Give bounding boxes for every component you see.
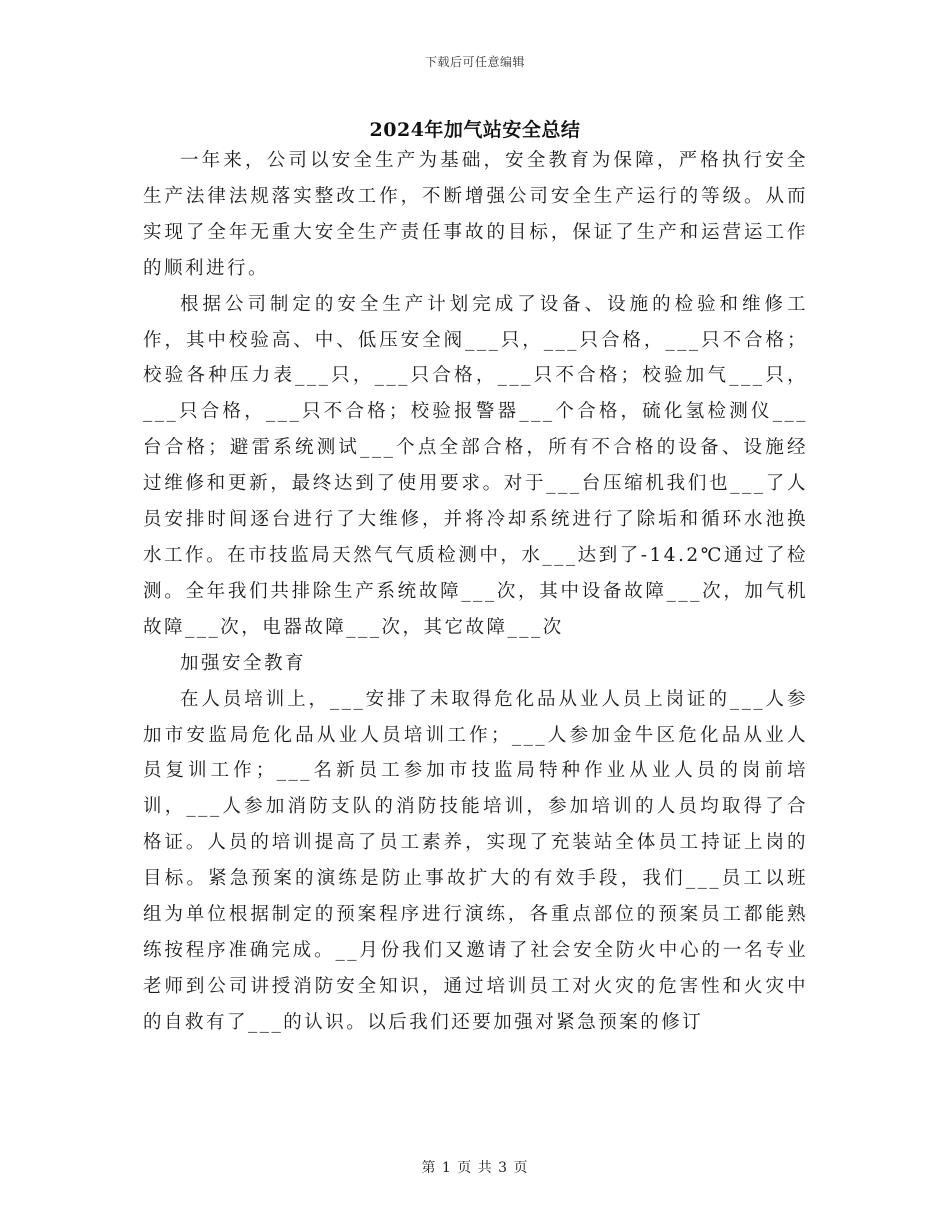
paragraph-training: 在人员培训上，___安排了未取得危化品从业人员上岗证的___人参加市安监局危化品从业人员培训工作；___人参加金牛区危化品从业人员复训工作；___名新员工参加市技监局特种作业从业人员的岗前培训，___人参加消防支队的消防技能培训，参加培训的人员均取得了合格证。人员的培训提高了员工素养，实现了充装站全体员工持证上岗的目标。紧急预案的演练是防止事故扩大的有效手段，我们___员工以班组为单位根据制定的预案程序进行演练，各重点部位的预案员工都能熟练按程序准确完成。__月份我们又邀请了社会安全防火中心的一名专业老师到公司讲授消防安全知识，通过培训员工对火灾的危害性和火灾中的自救有了___的认识。以后我们还要加强对紧急预案的修订 <box>143 688 808 1033</box>
page-number-footer: 第 1 页 共 3 页 <box>421 1160 529 1176</box>
section-heading-education: 加强安全教育 <box>180 652 307 674</box>
document-title: 2024年加气站安全总结 <box>369 119 581 141</box>
document-body <box>143 143 808 1041</box>
paragraph-equipment: 根据公司制定的安全生产计划完成了设备、设施的检验和维修工作，其中校验高、中、低压安全阀___只，___只合格，___只不合格；校验各种压力表___只，___只合格，___只不合格；校验加气___只，___只合格，___只不合格；校验报警器___个合格，硫化氢检测仪___台合格；避雷系统测试___个点全部合格，所有不合格的设备、设施经过维修和更新，最终达到了使用要求。对于___台压缩机我们也___了人员安排时间逐台进行了大维修，并将冷却系统进行了除垢和循环水池换水工作。在市技监局天然气气质检测中，水___达到了-14.2℃通过了检测。全年我们共排除生产系统故障___次，其中设备故障___次，加气机故障___次，电器故障___次，其它故障___次 <box>143 293 808 638</box>
header-note: 下载后可任意编辑 <box>424 55 525 69</box>
paragraph-intro: 一年来，公司以安全生产为基础，安全教育为保障，严格执行安全生产法律法规落实整改工作，不断增强公司安全生产运行的等级。从而实现了全年无重大安全生产责任事故的目标，保证了生产和运营运工作的顺利进行。 <box>143 150 808 279</box>
